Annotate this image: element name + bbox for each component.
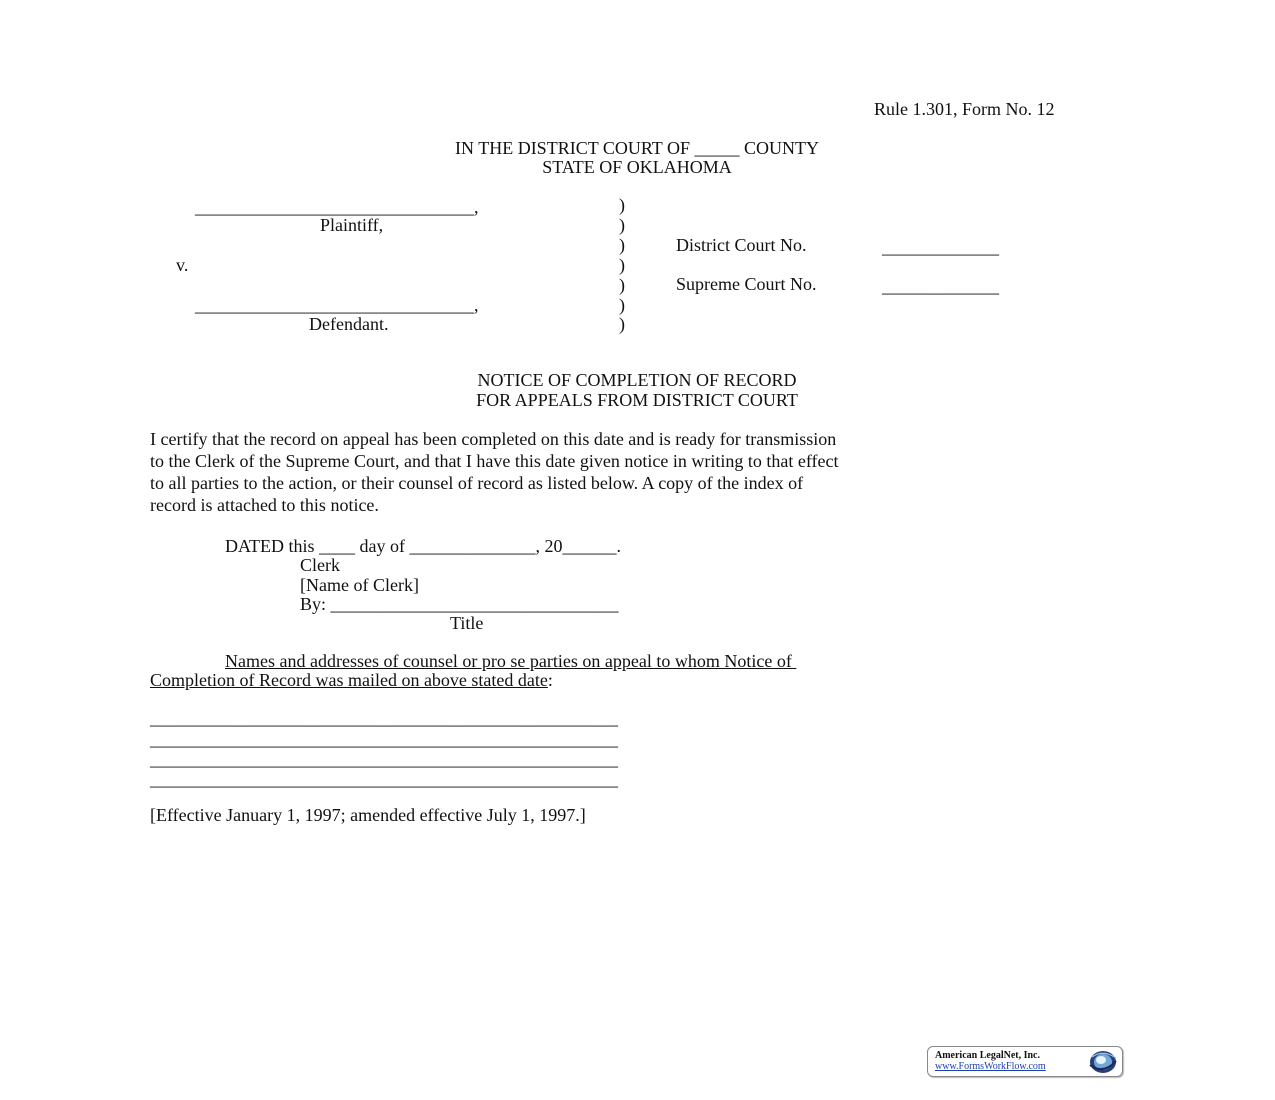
address-blank-line: ____________________________________________________ — [150, 729, 618, 749]
title-label: Title — [450, 613, 484, 633]
notice-title-line2: FOR APPEALS FROM DISTRICT COURT — [476, 390, 798, 410]
dated-line: DATED this ____ day of ______________, 20______. — [225, 536, 621, 556]
address-blank-line: ____________________________________________________ — [150, 769, 618, 789]
supreme-court-no-blank: _____________ — [882, 276, 999, 296]
notice-title-line1: NOTICE OF COMPLETION OF RECORD — [477, 370, 797, 390]
caption-paren: ) — [619, 314, 625, 334]
mailing-heading-line1 — [225, 651, 796, 671]
caption-paren: ) — [619, 255, 625, 275]
certification-line: record is attached to this notice. — [150, 495, 379, 515]
address-blank-line: ____________________________________________________ — [150, 708, 618, 728]
caption-paren: ) — [619, 275, 625, 295]
certification-line: to the Clerk of the Supreme Court, and that I have this date given notice in writing to that effect — [150, 451, 839, 471]
mailing-heading-line2 — [150, 670, 553, 690]
plaintiff-label: Plaintiff, — [320, 215, 384, 235]
logo-url-link[interactable]: www.FormsWorkFlow.com — [935, 1061, 1046, 1072]
defendant-name-blank: _______________________________, — [195, 295, 479, 315]
caption-paren: ) — [619, 215, 625, 235]
mailing-heading-text: Completion of Record was mailed on above stated date — [150, 670, 548, 690]
certification-paragraph — [150, 428, 1120, 516]
plaintiff-name-blank: _______________________________, — [195, 197, 479, 217]
state-heading: STATE OF OKLAHOMA — [542, 157, 732, 177]
caption-paren: ) — [619, 195, 625, 215]
clerk-label: Clerk — [300, 555, 340, 575]
form-reference: Rule 1.301, Form No. 12 — [874, 99, 1055, 119]
name-of-clerk-label: [Name of Clerk] — [300, 575, 419, 595]
supreme-court-no-label: Supreme Court No. — [676, 274, 817, 294]
court-heading: IN THE DISTRICT COURT OF _____ COUNTY — [455, 138, 819, 158]
effective-date-note: [Effective January 1, 1997; amended effective July 1, 1997.] — [150, 805, 586, 825]
by-signature-line: By: ________________________________ — [300, 594, 619, 614]
caption-paren: ) — [619, 235, 625, 255]
logo-company-name: American LegalNet, Inc. — [935, 1050, 1040, 1061]
district-court-no-blank: _____________ — [882, 237, 999, 257]
mailing-heading-colon: : — [547, 670, 553, 690]
defendant-label: Defendant. — [309, 314, 389, 334]
globe-icon — [1086, 1049, 1120, 1075]
mailing-heading-text: Names and addresses of counsel or pro se parties on appeal to whom Notice of — [225, 651, 797, 671]
certification-line: to all parties to the action, or their counsel of record as listed below. A copy of the index of — [150, 473, 804, 493]
address-blank-line: ____________________________________________________ — [150, 749, 618, 769]
versus-label: v. — [176, 255, 189, 275]
certification-line: I certify that the record on appeal has been completed on this date and is ready for transmission — [150, 429, 837, 449]
american-legalnet-logo — [927, 1046, 1123, 1077]
caption-paren: ) — [619, 295, 625, 315]
district-court-no-label: District Court No. — [676, 235, 807, 255]
